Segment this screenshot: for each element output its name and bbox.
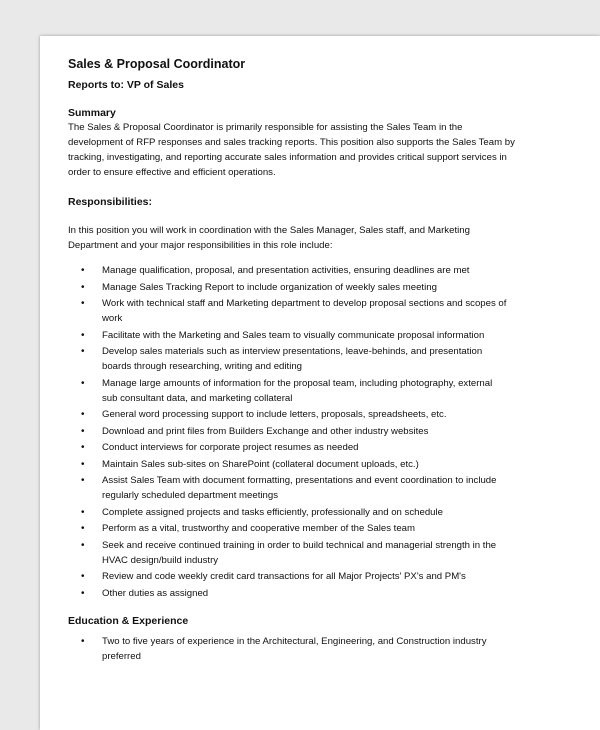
bullet-icon: • xyxy=(81,523,85,534)
list-item-text: Maintain Sales sub-sites on SharePoint (collateral document uploads, etc.) xyxy=(102,458,419,470)
job-title: Sales & Proposal Coordinator xyxy=(68,57,246,71)
list-item xyxy=(68,296,528,326)
bullet-icon: • xyxy=(81,571,85,582)
bullet-icon: • xyxy=(81,442,85,453)
list-item xyxy=(68,569,528,584)
list-item-text: General word processing support to include letters, proposals, spreadsheets, etc. xyxy=(102,409,447,420)
intro-line: Department and your major responsibilities in this role include: xyxy=(68,240,333,251)
list-item-text: preferred xyxy=(102,650,141,662)
list-item-text: Perform as a vital, trustworthy and cooperative member of the Sales team xyxy=(102,523,416,534)
list-item-text: Develop sales materials such as interview presentations, leave-behinds, and presentation xyxy=(102,346,483,357)
list-item xyxy=(68,634,528,664)
list-item xyxy=(68,440,528,455)
education-heading: Education & Experience xyxy=(68,614,189,627)
bullet-icon: • xyxy=(81,329,85,341)
bullet-icon: • xyxy=(81,458,85,470)
bullet-icon: • xyxy=(81,475,85,486)
list-item xyxy=(68,280,528,295)
list-item-text: work xyxy=(102,313,123,324)
list-item xyxy=(68,407,528,422)
summary-paragraph xyxy=(68,120,528,180)
document-content xyxy=(68,56,528,665)
list-item xyxy=(68,376,528,406)
list-item-text: Other duties as assigned xyxy=(102,587,209,599)
bullet-icon: • xyxy=(81,635,85,647)
list-item-text: Facilitate with the Marketing and Sales team to visually communicate proposal information xyxy=(102,329,485,341)
list-item-text: Assist Sales Team with document formatting, presentations and event coordination to include xyxy=(102,475,497,486)
bullet-icon: • xyxy=(81,409,85,420)
document-page xyxy=(40,36,600,730)
list-item-text: Manage Sales Tracking Report to include organization of weekly sales meeting xyxy=(102,281,437,293)
list-item-text: boards through researching, writing and editing xyxy=(102,361,302,372)
list-item xyxy=(68,521,528,536)
list-item-text: Conduct interviews for corporate project resumes as needed xyxy=(102,442,359,453)
list-item xyxy=(68,505,528,520)
responsibilities-intro xyxy=(68,223,528,253)
intro-line: In this position you will work in coordination with the Sales Manager, Sales staff, and Marketing xyxy=(68,225,470,236)
list-item-text: regularly scheduled department meetings xyxy=(102,490,278,501)
list-item-text: Review and code weekly credit card transactions for all Major Projects' PX's and PM's xyxy=(102,571,466,582)
summary-heading: Summary xyxy=(68,107,116,119)
list-item xyxy=(68,344,528,374)
summary-line: The Sales & Proposal Coordinator is primarily responsible for assisting the Sales Team in the xyxy=(68,122,463,133)
summary-line: tracking, investigating, and reporting accurate sales information and provides critical support services in xyxy=(68,152,507,163)
list-item xyxy=(68,457,528,472)
summary-line: development of RFP responses and sales tracking reports. This position also supports the Sales Team by xyxy=(68,137,515,148)
list-item-text: Manage qualification, proposal, and presentation activities, ensuring deadlines are met xyxy=(102,265,470,276)
list-item xyxy=(68,473,528,503)
list-item xyxy=(68,586,528,601)
bullet-icon: • xyxy=(81,346,85,357)
bullet-icon: • xyxy=(81,377,85,389)
reports-to: Reports to: VP of Sales xyxy=(68,79,184,91)
list-item-text: Work with technical staff and Marketing department to develop proposal sections and scopes of xyxy=(102,298,507,309)
responsibilities-list xyxy=(68,263,528,601)
responsibilities-heading: Responsibilities: xyxy=(68,196,153,208)
bullet-icon: • xyxy=(81,298,85,309)
bullet-icon: • xyxy=(81,587,85,599)
list-item-text: Manage large amounts of information for the proposal team, including photography, external xyxy=(102,377,493,389)
summary-line: order to ensure effective and efficient operations. xyxy=(68,167,276,178)
list-item-text: Seek and receive continued training in order to build technical and managerial strength in the xyxy=(102,539,497,551)
list-item xyxy=(68,538,528,568)
list-item xyxy=(68,263,528,278)
list-item-text: sub consultant data, and marketing collateral xyxy=(102,392,293,404)
list-item-text: Download and print files from Builders Exchange and other industry websites xyxy=(102,425,429,437)
education-list xyxy=(68,634,528,664)
list-item-text: Complete assigned projects and tasks efficiently, professionally and on schedule xyxy=(102,506,443,518)
list-item-text: HVAC design/build industry xyxy=(102,554,219,566)
bullet-icon: • xyxy=(81,265,85,276)
bullet-icon: • xyxy=(81,425,85,437)
list-item-text: Two to five years of experience in the Architectural, Engineering, and Construction industry xyxy=(102,635,487,647)
bullet-icon: • xyxy=(81,506,85,518)
bullet-icon: • xyxy=(81,539,85,551)
list-item xyxy=(68,328,528,343)
bullet-icon: • xyxy=(81,281,85,293)
list-item xyxy=(68,424,528,439)
